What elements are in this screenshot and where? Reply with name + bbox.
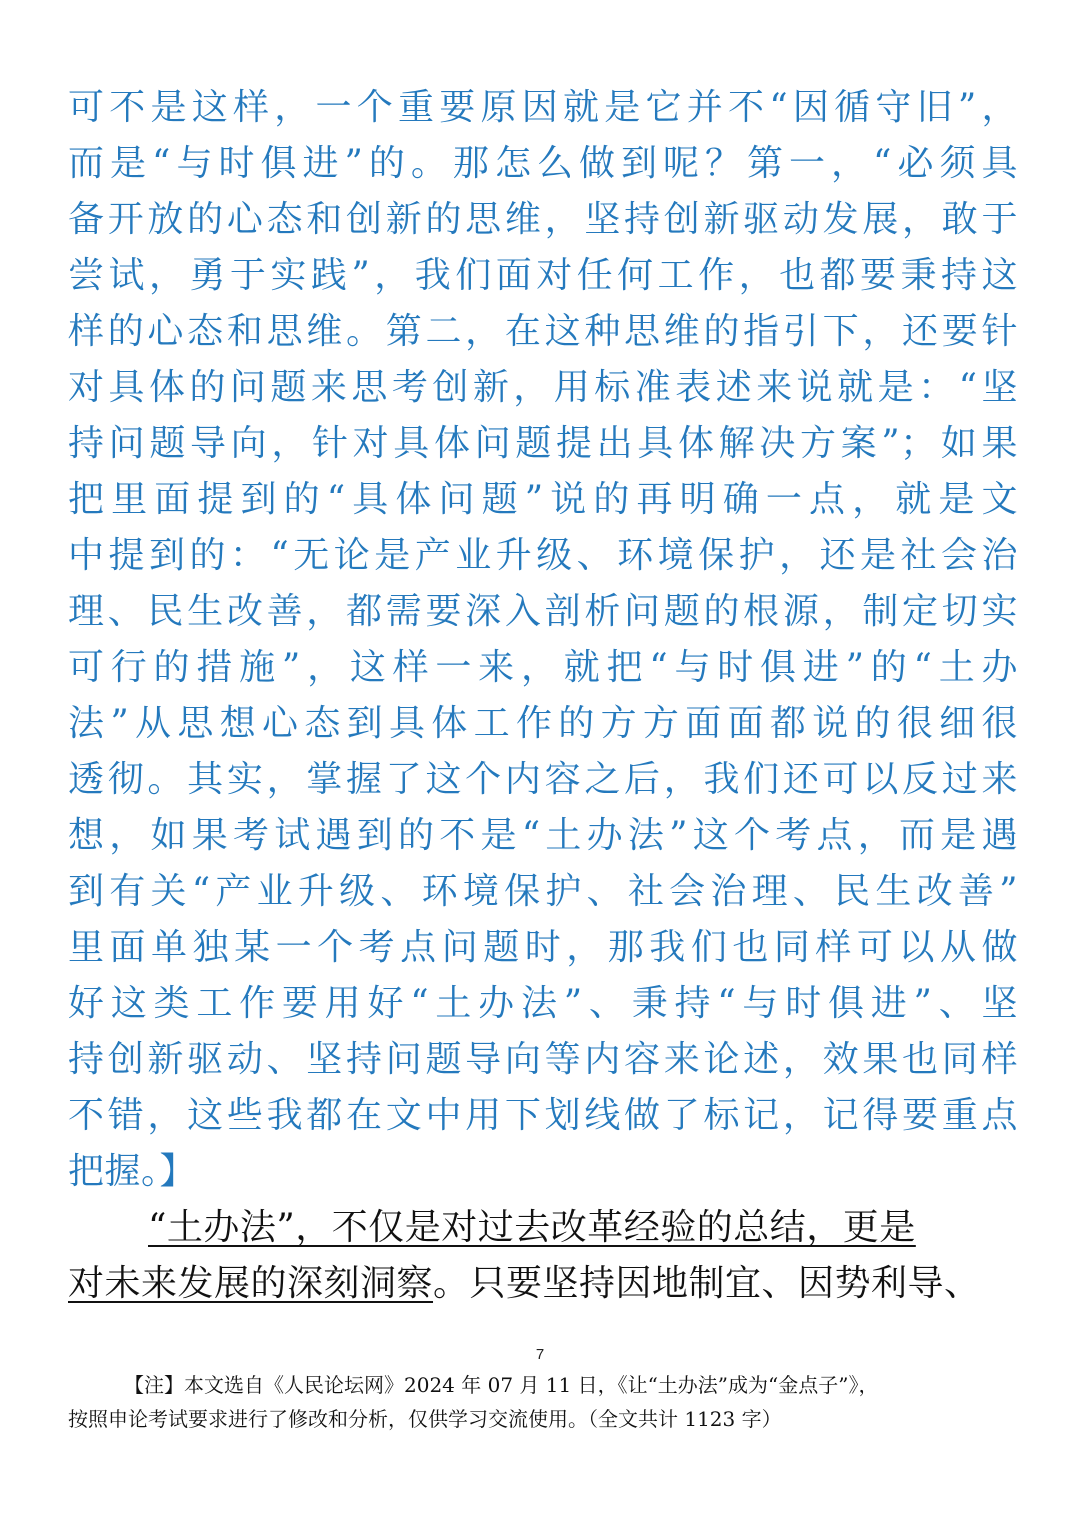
footnote-line: 按照申论考试要求进行了修改和分析，仅供学习交流使用。（全文共计 1123 字） <box>68 1407 782 1431</box>
analysis-line: 持问题导向，针对具体问题提出具体解决方案”；如果 <box>68 423 1018 464</box>
analysis-line: 好这类工作要用好“土办法”、秉持“与时俱进”、坚 <box>68 983 1018 1024</box>
analysis-line: 到有关“产业升级、环境保护、社会治理、民生改善” <box>68 871 1018 912</box>
footnote-line: 【注】本文选自《人民论坛网》2024 年 07 月 11 日，《让“土办法”成为“金点子”》， <box>124 1373 879 1397</box>
article-line <box>68 1200 1018 1256</box>
analysis-line: 把握。】 <box>68 1151 197 1192</box>
page-number: 7 <box>535 1346 545 1363</box>
footnote <box>68 1368 1018 1436</box>
analysis-line: 里面单独某一个考点问题时，那我们也同样可以从做 <box>68 927 1018 968</box>
analysis-line: 对具体的问题来思考创新，用标准表述来说就是：“坚 <box>68 367 1018 408</box>
analysis-line: 而是“与时俱进”的。那怎么做到呢？第一，“必须具 <box>68 143 1018 184</box>
underlined-text: 对未来发展的深刻洞察 <box>68 1263 434 1304</box>
analysis-paragraph <box>68 80 1018 1200</box>
analysis-line: 样的心态和思维。第二，在这种思维的指引下，还要针 <box>68 311 1018 352</box>
analysis-line: 尝试，勇于实践”，我们面对任何工作，也都要秉持这 <box>68 255 1018 296</box>
article-text: 。只要坚持因地制宜、因势利导、 <box>433 1263 981 1304</box>
analysis-line: 法”从思想心态到具体工作的方方面面都说的很细很 <box>68 703 1018 744</box>
analysis-line: 理、民生改善，都需要深入剖析问题的根源，制定切实 <box>68 591 1018 632</box>
document-body <box>68 80 1018 1312</box>
analysis-line: 透彻。其实，掌握了这个内容之后，我们还可以反过来 <box>68 759 1018 800</box>
analysis-line: 把里面提到的“具体问题”说的再明确一点，就是文 <box>68 479 1018 520</box>
analysis-line: 想，如果考试遇到的不是“土办法”这个考点，而是遇 <box>68 815 1018 856</box>
analysis-line: 备开放的心态和创新的思维，坚持创新驱动发展，敢于 <box>68 199 1018 240</box>
analysis-line: 不错，这些我都在文中用下划线做了标记，记得要重点 <box>68 1095 1018 1136</box>
article-paragraph <box>68 1200 1018 1312</box>
underlined-text: “土办法”，不仅是对过去改革经验的总结，更是 <box>148 1207 916 1248</box>
analysis-line: 中提到的：“无论是产业升级、环境保护，还是社会治 <box>68 535 1018 576</box>
analysis-line: 持创新驱动、坚持问题导向等内容来论述，效果也同样 <box>68 1039 1018 1080</box>
analysis-line: 可不是这样，一个重要原因就是它并不“因循守旧”， <box>68 87 1018 128</box>
analysis-line: 可行的措施”，这样一来，就把“与时俱进”的“土办 <box>68 647 1018 688</box>
article-line <box>68 1256 1018 1312</box>
